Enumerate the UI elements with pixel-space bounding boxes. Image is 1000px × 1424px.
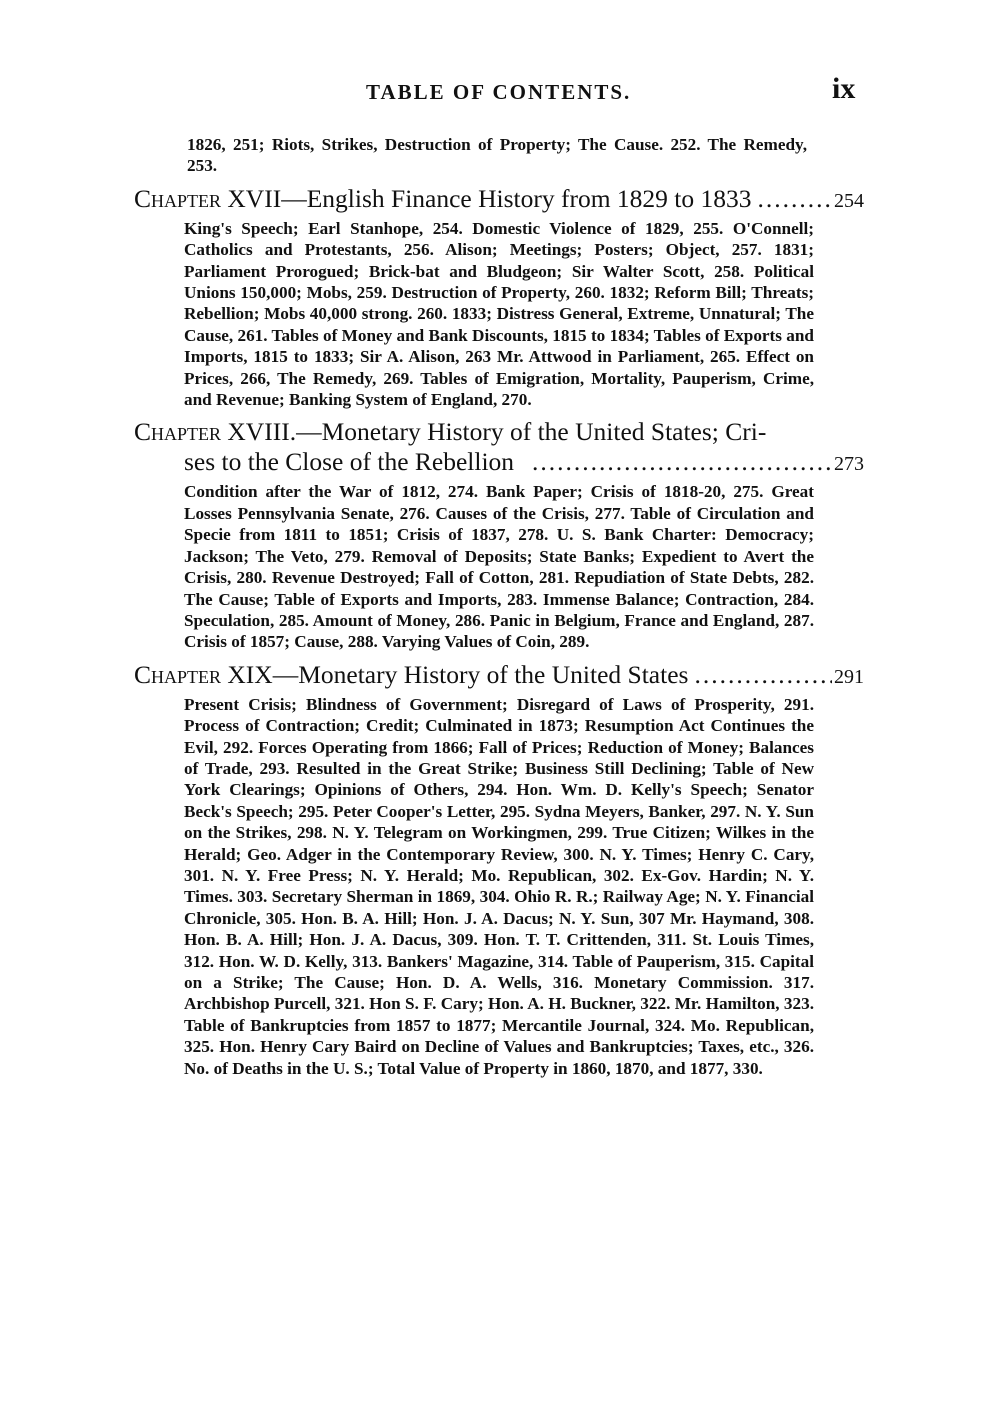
- continuation-text: 1826, 251; Riots, Strikes, Destruction of Property; The Cause. 252. The Remedy, 253.: [187, 135, 807, 176]
- leader-dots: [752, 184, 832, 214]
- chapter-heading: [134, 660, 864, 692]
- leader-dots: [688, 660, 832, 690]
- chapter-title-text-line2: ses to the Close of the Rebellion: [184, 447, 515, 477]
- page-number: ix: [832, 72, 856, 105]
- chapter-heading-line2: [184, 447, 864, 479]
- chapter-numeral: XVII: [227, 183, 282, 213]
- chapter-title-text: —English Finance History from 1829 to 1833: [281, 183, 752, 213]
- chapter-title: [134, 417, 766, 446]
- chapter-entry: [134, 183, 864, 411]
- chapter-summary: Present Crisis; Blindness of Government; Disregard of Laws of Prosperity, 291. Process of Contraction; Credit; Culminated in 1873; Resumption Act Continues the Evil, 292. Forces Operating from 1866; Fall of Prices; Reduction of Money; Balances of Trade, 293. Resulted in the Great Strike; Business Still Declining; Table of New York Clearings; Opinions of Others, 294. Hon. Wm. D. Kelly's Speech; Senator Beck's Speech; 295. Peter Cooper's Letter, 295. Sydna Meyers, Banker, 297. N. Y. Sun on the Strikes, 298. N. Y. Telegram on Workingmen, 299. True Citizen; Wilkes in the Herald; Geo. Adger in the Contemporary Review, 300. N. Y. Times; Henry C. Cary, 301. N. Y. Free Press; N. Y. Herald; Mo. Republican, 302. Ex-Gov. Hardin; N. Y. Times. 303. Secretary Sherman in 1869, 304. Ohio R. R.; Railway Age; N. Y. Financial Chronicle, 305. Hon. B. A. Hill; Hon. J. A. Dacus; N. Y. Sun, 307 Mr. Haymand, 308. Hon. B. A. Hill; Hon. J. A. Dacus, 309. Hon. T. T. Crittenden, 311. St. Louis Times, 312. Hon. W. D. Kelly, 313. Bankers' Magazine, 314. Table of Pauperism, 315. Capital on a Strike; The Cause; Hon. D. A. Wells, 316. Monetary Commission. 317. Archbishop Purcell, 321. Hon S. F. Cary; Hon. A. H. Buckner, 322. Mr. Hamilton, 323. Table of Bankruptcies from 1857 to 1877; Mercantile Journal, 324. Mo. Republican, 325. Hon. Henry Cary Baird on Decline of Values and Bankruptcies; Taxes, etc., 326. No. of Deaths in the U. S.; Total Value of Property in 1860, 1870, and 1877, 330.: [184, 694, 814, 1078]
- chapter-title: [134, 660, 688, 690]
- chapter-summary: King's Speech; Earl Stanhope, 254. Domestic Violence of 1829, 255. O'Connell; Catholics and Protestants, 256. Alison; Meetings; Posters; Object, 257. 1831; Parliament Prorogued; Brick-bat and Bludgeon; Sir Walter Scott, 258. Political Unions 150,000; Mobs, 259. Destruction of Property, 260. 1832; Reform Bill; Threats; Rebellion; Mobs 40,000 strong. 260. 1833; Distress General, Extreme, Unnatural; The Cause, 261. Tables of Money and Bank Discounts, 1815 to 1834; Tables of Exports and Imports, 1815 to 1833; Sir A. Alison, 263 Mr. Attwood in Parliament, 265. Effect on Prices, 266, The Remedy, 269. Tables of Emigration, Mortality, Pauperism, Crime, and Revenue; Banking System of England, 270.: [184, 218, 814, 410]
- chapter-numeral: XIX: [227, 659, 273, 689]
- chapter-entry: [134, 417, 864, 652]
- chapter-heading: [134, 184, 864, 216]
- chapter-page: 291: [834, 665, 864, 688]
- chapter-title: [134, 184, 752, 214]
- chapter-page: 254: [834, 189, 864, 212]
- chapter-label: Chapter: [134, 659, 222, 689]
- leader-dots: [514, 447, 832, 477]
- chapter-summary: Condition after the War of 1812, 274. Bank Paper; Crisis of 1818-20, 275. Great Losses Pennsylvania Senate, 276. Causes of the Crisis, 277. Table of Circulation and Specie from 1811 to 1851; Crisis of 1837, 278. U. S. Bank Charter: Democracy; Jackson; The Veto, 279. Removal of Deposits; State Banks; Expedient to Avert the Crisis, 280. Revenue Destroyed; Fall of Cotton, 281. Repudiation of State Debts, 282. The Cause; Table of Exports and Imports, 283. Immense Balance; Contraction, 284. Speculation, 285. Amount of Money, 286. Panic in Belgium, France and England, 287. Crisis of 1857; Cause, 288. Varying Values of Coin, 289.: [184, 482, 814, 652]
- chapter-heading: [134, 417, 864, 447]
- chapter-title-text: —Monetary History of the United States; Cri-: [296, 417, 767, 447]
- chapter-numeral: XVIII.: [227, 417, 297, 447]
- chapter-page: 273: [834, 453, 864, 476]
- toc-body: [134, 134, 864, 1079]
- chapter-entry: [134, 659, 864, 1079]
- chapter-title-text: —Monetary History of the United States: [272, 659, 689, 689]
- running-title: TABLE OF CONTENTS.: [366, 80, 632, 104]
- chapter-label: Chapter: [134, 417, 222, 447]
- chapter-label: Chapter: [134, 183, 222, 213]
- page-header: [0, 72, 1000, 112]
